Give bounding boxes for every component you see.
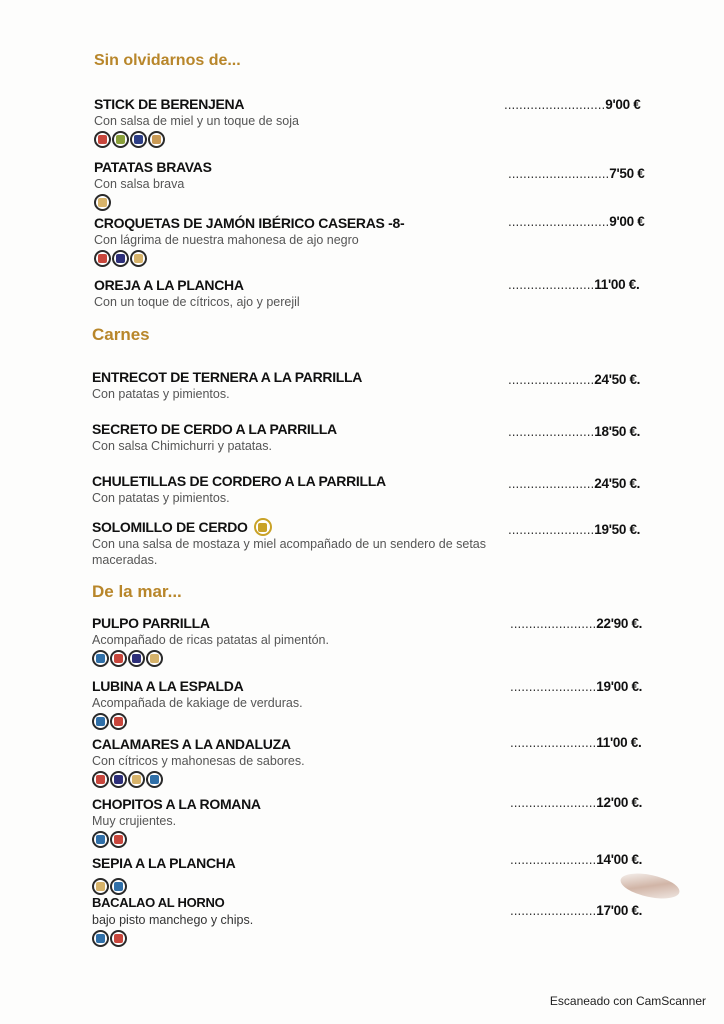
- menu-item: [92, 472, 652, 506]
- item-price: .......................22'90 €.: [510, 616, 643, 631]
- menu-item: [94, 276, 654, 310]
- item-description: [92, 872, 652, 876]
- item-name: BACALAO AL HORNO: [92, 895, 225, 910]
- item-name: OREJA A LA PLANCHA: [94, 277, 244, 293]
- menu-item: [92, 894, 652, 948]
- allergen-pescado-icon: [92, 831, 109, 848]
- menu-item: [92, 368, 652, 402]
- allergen-pescado-icon: [146, 771, 163, 788]
- allergen-gluten-icon: [94, 250, 111, 267]
- item-description: Con cítricos y mahonesas de sabores.: [92, 754, 305, 768]
- allergen-icons: [92, 771, 652, 789]
- item-price: ...........................9'00 €: [508, 214, 645, 229]
- allergen-icon: [254, 518, 272, 536]
- item-description: Acompañada de kakiage de verduras.: [92, 696, 303, 710]
- item-price: .......................11'00 €.: [510, 735, 642, 750]
- allergen-icons: [92, 930, 652, 948]
- allergen-huevo-icon: [130, 250, 147, 267]
- item-name: PATATAS BRAVAS: [94, 159, 212, 175]
- allergen-soja-icon: [130, 131, 147, 148]
- allergen-icons: [94, 131, 654, 149]
- item-description: bajo pisto manchego y chips.: [92, 913, 254, 927]
- menu-item: [92, 420, 652, 454]
- allergen-huevo-icon: [128, 771, 145, 788]
- item-name: LUBINA A LA ESPALDA: [92, 678, 244, 694]
- item-name: CALAMARES A LA ANDALUZA: [92, 736, 291, 752]
- section-title-de-la-mar: De la mar...: [92, 582, 182, 601]
- section-title-carnes: Carnes: [92, 325, 150, 344]
- allergen-gluten-icon: [110, 713, 127, 730]
- section-title-sin-olvidarnos: Sin olvidarnos de...: [94, 52, 241, 69]
- item-price: .......................14'00 €.: [510, 852, 643, 867]
- allergen-huevo-icon: [146, 650, 163, 667]
- allergen-sesamo-icon: [148, 131, 165, 148]
- item-description: Con una salsa de mostaza y miel acompañado de un sendero de setas maceradas.: [92, 537, 486, 567]
- scanner-watermark: Escaneado con CamScanner: [549, 994, 706, 1008]
- menu-item: [92, 854, 652, 896]
- item-name: ENTRECOT DE TERNERA A LA PARRILLA: [92, 369, 363, 385]
- allergen-gluten-icon: [92, 771, 109, 788]
- allergen-icons: [94, 250, 654, 268]
- item-name: CHULETILLAS DE CORDERO A LA PARRILLA: [92, 473, 386, 489]
- item-price: .......................18'50 €.: [508, 424, 641, 439]
- allergen-pescado-icon: [110, 878, 127, 895]
- allergen-huevo-icon: [94, 194, 111, 211]
- item-name: STICK DE BERENJENA: [94, 96, 245, 112]
- item-name: PULPO PARRILLA: [92, 615, 210, 631]
- allergen-lacteos-icon: [128, 650, 145, 667]
- item-description: Con salsa de miel y un toque de soja: [94, 114, 299, 128]
- allergen-icons: [92, 831, 652, 849]
- menu-item: [92, 614, 652, 668]
- allergen-icons: [94, 194, 654, 212]
- menu-item: [94, 158, 654, 212]
- allergen-pescado-icon: [92, 930, 109, 947]
- item-description: Con patatas y pimientos.: [92, 491, 230, 505]
- menu-item: [92, 518, 652, 568]
- item-description: Con salsa Chimichurri y patatas.: [92, 439, 272, 453]
- item-price: .......................12'00 €.: [510, 795, 643, 810]
- allergen-gluten-icon: [110, 930, 127, 947]
- allergen-lacteos-icon: [110, 771, 127, 788]
- menu-item: [94, 214, 654, 268]
- allergen-gluten-icon: [110, 650, 127, 667]
- item-price: ...........................9'00 €: [504, 97, 641, 112]
- item-description: Con salsa brava: [94, 177, 185, 191]
- item-name: SOLOMILLO DE CERDO: [92, 519, 248, 535]
- item-name: CHOPITOS A LA ROMANA: [92, 796, 261, 812]
- item-description: Acompañado de ricas patatas al pimentón.: [92, 633, 329, 647]
- item-description: Con patatas y pimientos.: [92, 387, 230, 401]
- item-price: .......................19'00 €.: [510, 679, 643, 694]
- allergen-gluten-icon: [94, 131, 111, 148]
- allergen-huevo-icon: [92, 878, 109, 895]
- item-name: SECRETO DE CERDO A LA PARRILLA: [92, 421, 337, 437]
- menu-item: [94, 95, 654, 149]
- item-price: ...........................7'50 €: [508, 166, 645, 181]
- menu-item: [92, 795, 652, 849]
- item-price: .......................19'50 €.: [508, 522, 641, 537]
- allergen-pescado-icon: [92, 713, 109, 730]
- menu-item: [92, 677, 652, 731]
- allergen-gluten-icon: [110, 831, 127, 848]
- item-price: .......................24'50 €.: [508, 476, 641, 491]
- allergen-icons: [92, 713, 652, 731]
- allergen-mostaza-icon: [112, 131, 129, 148]
- item-description: Con lágrima de nuestra mahonesa de ajo negro: [94, 233, 359, 247]
- item-price: .......................11'00 €.: [508, 277, 640, 292]
- allergen-lacteos-icon: [112, 250, 129, 267]
- item-price: .......................24'50 €.: [508, 372, 641, 387]
- item-name: SEPIA A LA PLANCHA: [92, 855, 236, 871]
- item-description: Muy crujientes.: [92, 814, 177, 828]
- allergen-icons: [92, 650, 652, 668]
- menu-item: [92, 735, 652, 789]
- item-name: CROQUETAS DE JAMÓN IBÉRICO CASERAS -8-: [94, 215, 405, 231]
- item-price: .......................17'00 €.: [510, 903, 643, 918]
- allergen-pescado-icon: [92, 650, 109, 667]
- item-description: Con un toque de cítricos, ajo y perejil: [94, 295, 300, 309]
